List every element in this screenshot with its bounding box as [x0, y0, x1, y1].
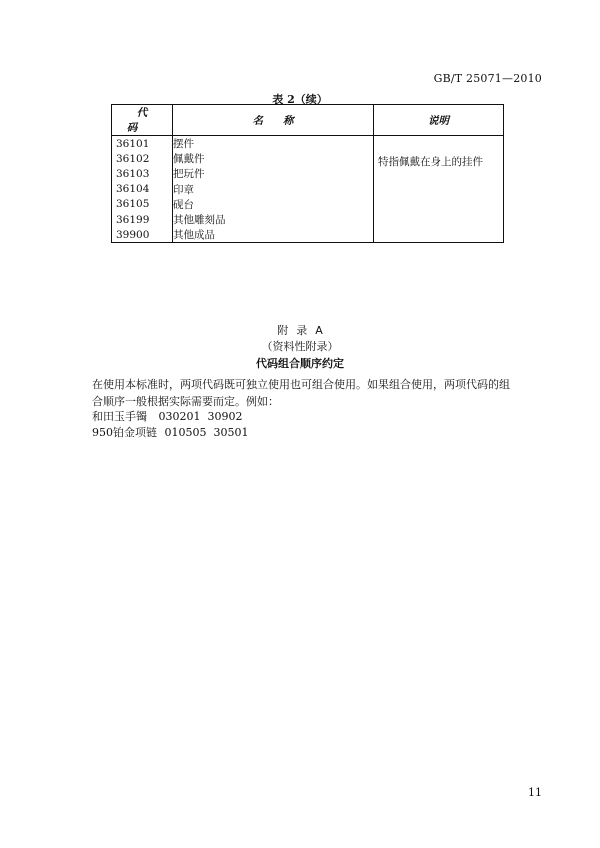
- row-name: 印章: [173, 182, 374, 197]
- annex-name: 代码组合顺序约定: [256, 357, 344, 370]
- row-code: 36199: [112, 212, 173, 227]
- example-line: [92, 424, 248, 440]
- code-table: [111, 104, 504, 243]
- example-item: 和田玉手镯: [92, 410, 147, 423]
- row-name: 其他成品: [173, 227, 374, 243]
- page-number: 11: [528, 786, 542, 799]
- row-code: 39900: [112, 227, 173, 243]
- annex-type: （资料性附录）: [261, 340, 339, 353]
- row-code: 36101: [112, 136, 173, 152]
- row-code: 36102: [112, 151, 173, 166]
- annex-paragraph: 在使用本标准时，两项代码既可独立使用也可组合使用。如果组合使用，两项代码的组合顺序一般根据实际需要而定。例如：: [92, 378, 510, 408]
- table-row: [112, 136, 504, 152]
- example-codes: 030201 30902: [158, 410, 243, 423]
- row-code: 36103: [112, 166, 173, 181]
- row-name: 佩戴件: [173, 151, 374, 166]
- row-name: 砚台: [173, 197, 374, 212]
- row-name: 把玩件: [173, 166, 374, 181]
- row-name: 摆件: [173, 136, 374, 152]
- row-name: 其他雕刻品: [173, 212, 374, 227]
- column-header-name: 名称: [173, 105, 374, 136]
- column-header-note: 说明: [374, 105, 504, 136]
- example-codes: 010505 30501: [164, 426, 249, 439]
- row-code: 36105: [112, 197, 173, 212]
- row-code: 36104: [112, 182, 173, 197]
- table-header-row: [112, 105, 504, 136]
- column-header-code: 代码: [112, 105, 173, 136]
- example-item: 950铂金项链: [92, 426, 157, 439]
- row-note: 特指佩戴在身上的挂件: [378, 156, 483, 168]
- table-caption: 表 2（续）: [272, 93, 328, 106]
- standard-number: GB/T 25071—2010: [433, 72, 542, 85]
- annex-title: 附录A: [277, 324, 331, 337]
- example-line: [92, 408, 242, 424]
